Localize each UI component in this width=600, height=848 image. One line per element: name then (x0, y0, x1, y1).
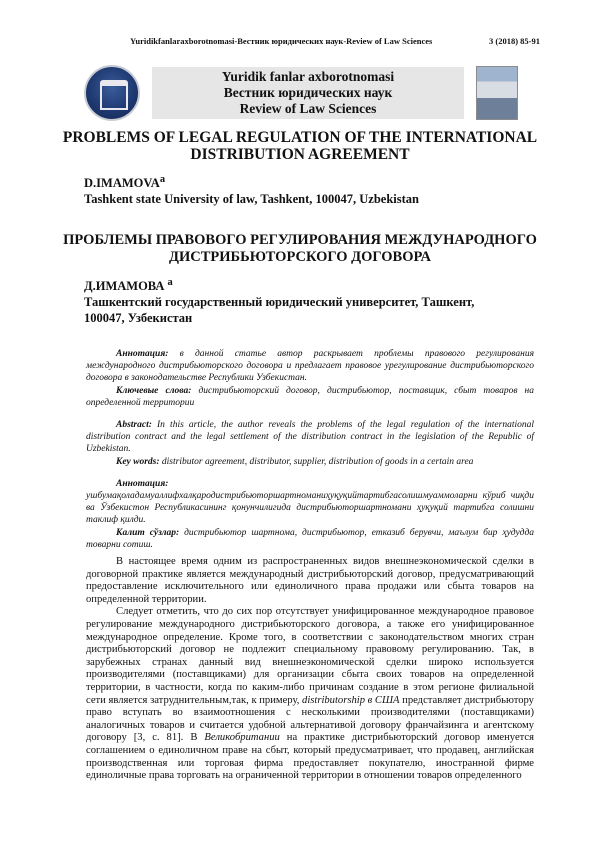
abstract-ru (86, 348, 534, 385)
abstract-en-label: Abstract: (116, 420, 152, 431)
abstract-uz-label: Аннотация: (116, 478, 169, 489)
abstract-uz (86, 490, 534, 527)
abstract-uz-label-line (86, 478, 534, 490)
article-title-ru (60, 232, 540, 266)
abstract-en-text: In this article, the author reveals the problems of the legal regulation of the international distribution contract and the legal settlement of the distribution contract in the legislation of the Republic of Uzbekistan. (86, 420, 534, 455)
keywords-en-text: distributor agreement, distributor, supplier, distribution of goods in a certain area (161, 456, 474, 467)
author-block-en (84, 172, 419, 207)
title-ru-line1: ПРОБЛЕМЫ ПРАВОВОГО РЕГУЛИРОВАНИЯ МЕЖДУНАРОДНОГО (63, 232, 537, 248)
para2-part-a: Следует отметить, что до сих пор отсутствует унифицированное международное правовое регулирование международного дистрибьюторского договора, а также его унифицированное международное определение. Кроме того, в соответствии с законодательством многих стран дистрибьюторский договор не подлежит специальному правовому регулированию. Так, в зарубежных странах данный вид внешнеэкономической сделки широко используется производителями (поставщиками) для организации сбыта своих товаров на определенной территории, в частности, когда по каким-либо причинам создание в этом регионе филиальной сети является затруднительным,так, к примеру, (86, 606, 534, 706)
affiliation-en: Tashkent state University of law, Tashkent, 100047, Uzbekistan (84, 192, 420, 207)
author-sup-ru: a (167, 277, 173, 288)
author-name-en: D.IMAMOVA (84, 176, 160, 191)
title-en-line1: PROBLEMS OF LEGAL REGULATION OF THE INTERNATIONAL (62, 129, 538, 146)
para2-emphasis-usa: distributorship в США (302, 694, 400, 706)
keywords-ru-label: Ключевые слова: (116, 385, 192, 396)
author-sup-en: a (159, 174, 166, 185)
abstract-uz-text: ушбумақоладамуаллифхалқародистрибьюторшартноманиҳуқуқийтартибгасолишмуаммоларни кўриб чиқди ва Ўзбекистон Республикасининг қонунчилигида дистрибьюторшартномани ҳуқуқий тартибга солишни таклиф қилди. (86, 491, 534, 526)
abstracts-section (86, 348, 534, 551)
keywords-ru (86, 385, 534, 409)
affiliation-ru: Ташкентский государственный юридический университет, Ташкент, 100047, Узбекистан (84, 295, 475, 326)
journal-masthead (84, 66, 518, 120)
issue-info: 3 (2018) 85-91 (489, 36, 540, 46)
journal-name-uz: Yuridik fanlar axborotnomasi (221, 69, 395, 84)
keywords-uz (86, 527, 534, 551)
body-paragraph-1: В настоящее время одним из распространенных видов внешнеэкономической сделки в договорной практике является международный дистрибьюторский договор, предусматривающий предоставление исключительного или единоличного права продажи или сбыта товаров на определенной территории. (86, 556, 534, 605)
journal-title-box (152, 67, 464, 119)
running-header (130, 36, 540, 46)
abstract-en (86, 419, 534, 456)
para2-part-c: на практике дистрибьюторский договор именуется соглашением о единоличном праве на сбыт, который предусматривает, что продавец, английская производственная или торговая фирма предоставляет покупателю, иностранной фирме единоличные права торговать на ограниченной территории в отношении товаров определенного (86, 732, 534, 782)
keywords-en (86, 456, 534, 468)
keywords-uz-text: дистрибьютор шартнома, дистрибьютор, етказиб берувчи, маълум бир ҳудудда товарни сотиш. (86, 527, 535, 550)
body-paragraph-2 (86, 606, 534, 782)
para2-part-b: представляет дистрибьютору право вступать во взаимоотношения с несколькими производителями (поставщиками) аналогичных товаров и считается удобной альтернативой договору франчайзинга и агентскому договору [3, с. 81]. В (86, 694, 534, 744)
journal-cover-icon (476, 66, 518, 120)
keywords-ru-text: дистрибьюторский договор, дистрибьютор, поставщик, сбыт товаров на определенной территории (86, 385, 534, 408)
keywords-en-label: Key words: (116, 456, 160, 467)
journal-name-en: Review of Law Sciences (239, 101, 377, 116)
abstract-ru-label: Аннотация: (116, 349, 169, 359)
keywords-uz-label: Калит сўзлар: (116, 527, 180, 538)
university-seal-icon (84, 65, 140, 121)
title-ru-line2: ДИСТРИБЬЮТОРСКОГО ДОГОВОРА (169, 249, 431, 265)
running-title: Yuridikfanlaraxborotnomasi-Вестник юридических наук-Review of Law Sciences (130, 36, 433, 46)
title-en-line2: DISTRIBUTION AGREEMENT (190, 146, 410, 163)
para2-emphasis-uk: Великобритании (204, 732, 280, 744)
journal-name-ru: Вестник юридических наук (223, 85, 393, 100)
article-body (86, 556, 534, 783)
author-name-ru: Д.ИМАМОВА (84, 279, 165, 294)
article-title-en (60, 129, 540, 163)
author-block-ru (84, 275, 510, 326)
abstract-ru-text: в данной статье автор раскрывает проблемы правового регулирования международного дистрибьюторского договора и предлагает правовое урегулирование дистрибьюторского договора в законодательстве Республики Узбекистан. (86, 349, 534, 384)
